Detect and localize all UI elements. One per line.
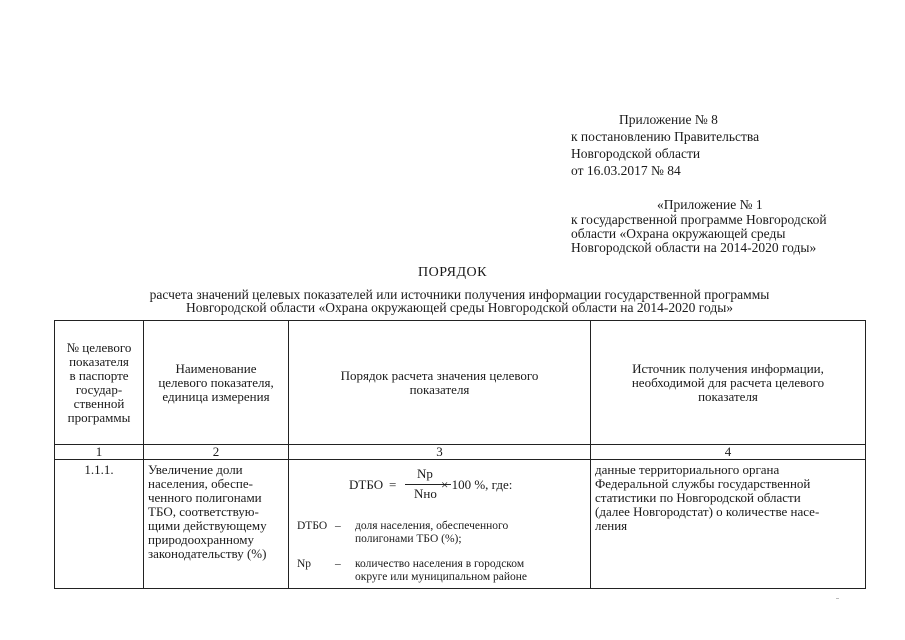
formula-equals: = (389, 477, 397, 492)
definition-line: округе или муниципальном районе (355, 571, 527, 583)
header-text: целевого показателя, (158, 374, 274, 390)
column-number: 1 (55, 445, 144, 460)
indicator-name-line: Увеличение доли (148, 462, 243, 477)
indicator-name-cell (144, 460, 289, 589)
indicator-name (144, 460, 288, 561)
program-appendix-title: «Приложение № 1 (657, 197, 763, 212)
header-cell-name (144, 321, 289, 445)
program-line-3: Новгородской области на 2014-2020 годы» (571, 240, 817, 255)
header-text: ственной (73, 395, 125, 411)
source-line: статистики по Новгородской области (595, 490, 801, 505)
definition-line: полигонами ТБО (%); (355, 533, 462, 545)
document-subtitle-line-2: Новгородской области «Охрана окружающей среды Новгородской области на 2014-2020 годы» (185, 300, 734, 315)
definition-symbol: DТБО (297, 520, 328, 532)
column-number: 3 (289, 445, 591, 460)
document-title: ПОРЯДОК (418, 265, 487, 280)
indicator-name-line: населения, обеспе- (148, 476, 253, 491)
header-text: показателя (698, 388, 758, 404)
header-text: Наименование (175, 360, 257, 376)
header-text: Источник получения информации, (632, 360, 824, 376)
definition-line: количество населения в городском (355, 558, 525, 570)
header-cell-calculation (289, 321, 591, 445)
formula-multiplier: × 100 %, где: (441, 477, 513, 492)
source-line: данные территориального органа (595, 462, 780, 477)
indicator-name-line: ТБО, соответствую- (148, 504, 259, 519)
header-text: программы (67, 409, 131, 425)
source-line: (далее Новгородстат) о количестве насе- (595, 504, 820, 519)
appendix-line-2: Новгородской области (571, 146, 701, 161)
source-line: Федеральной службы государственной (595, 476, 811, 491)
indicator-name-line: законодательству (%) (148, 546, 267, 561)
calculation-cell (289, 460, 591, 589)
indicator-name-line: щими действующему (148, 518, 267, 533)
indicator-name-line: ченного полигонами (148, 490, 262, 505)
header-text: в паспорте (69, 367, 129, 383)
table-row (55, 460, 866, 589)
program-line-2: области «Охрана окружающей среды (571, 226, 786, 241)
formula-lhs: DТБО (349, 477, 384, 492)
appendix-title: Приложение № 8 (619, 112, 718, 127)
definition-dash: – (335, 558, 341, 570)
indicator-name-line: природоохранному (148, 532, 254, 547)
header-text: государ- (75, 381, 123, 397)
definition-dash: – (335, 520, 341, 532)
program-line-1: к государственной программе Новгородской (571, 212, 827, 227)
formula-denominator: Nно (414, 486, 437, 501)
appendix-line-3: от 16.03.2017 № 84 (571, 163, 681, 178)
row-number-cell (55, 460, 144, 589)
scan-speck (836, 598, 839, 599)
header-cell-number (55, 321, 144, 445)
definition-symbol: Nр (297, 558, 312, 570)
definition-line: доля населения, обеспеченного (355, 520, 509, 532)
header-text: показателя (409, 381, 470, 397)
header-cell-source (591, 321, 866, 445)
source-cell (591, 460, 866, 589)
formula-block (289, 460, 590, 588)
header-text: необходимой для расчета целевого (631, 374, 825, 390)
header-text: Порядок расчета значения целевого (340, 367, 539, 383)
header-text: № целевого (66, 339, 132, 355)
appendix-line-1: к постановлению Правительства (571, 129, 760, 144)
document-subtitle-line-1: расчета значений целевых показателей или источники получения информации государственной программы (149, 287, 770, 302)
column-number-row (55, 445, 866, 460)
indicators-table (54, 320, 866, 589)
column-number: 4 (591, 445, 866, 460)
column-number: 2 (144, 445, 289, 460)
source-line: ления (595, 518, 628, 533)
header-text: единица измерения (162, 388, 270, 404)
formula-numerator: Nр (417, 466, 433, 481)
header-text: показателя (69, 353, 129, 369)
table-header-row (55, 321, 866, 445)
row-number: 1.1.1. (84, 462, 114, 477)
source-text (591, 460, 865, 533)
